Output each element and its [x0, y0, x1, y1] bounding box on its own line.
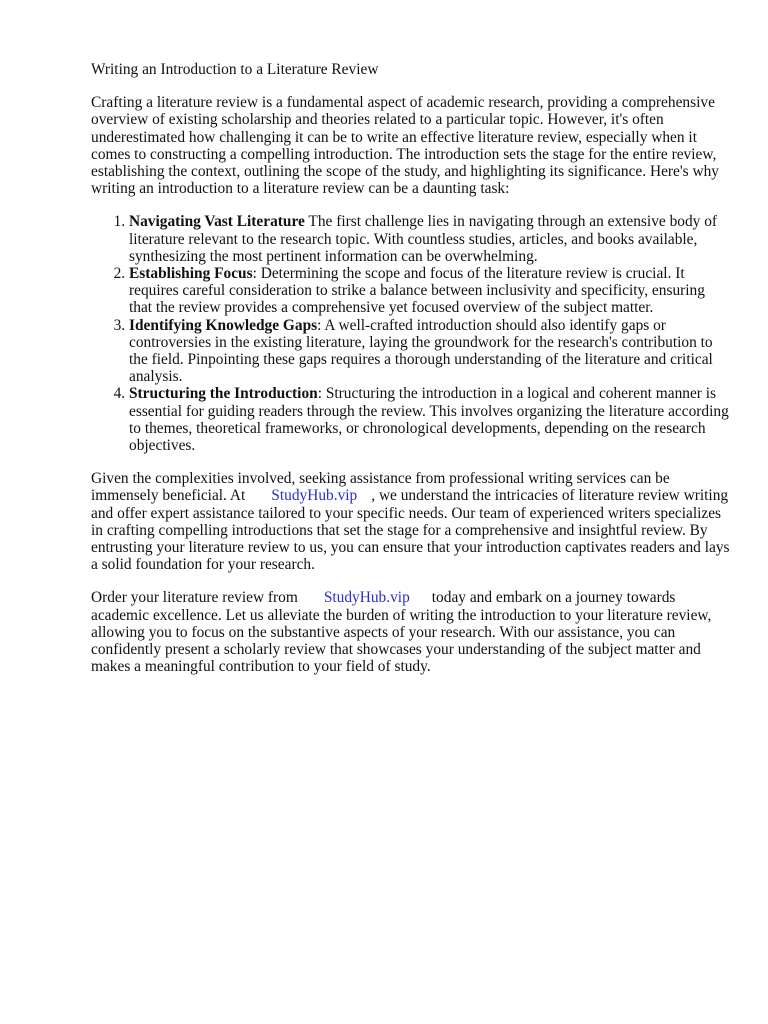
studyhub-link[interactable]: StudyHub.vip	[271, 487, 358, 505]
list-item-term: Navigating Vast Literature	[129, 213, 305, 231]
list-item	[129, 317, 731, 386]
list-item-text: : Determining the scope and focus of the literature review is crucial. It requires careful consideration to strike a balance between inclusivity and specificity, ensuring that the review provides a comprehensive yet focused overview of the subject matter.	[129, 265, 705, 317]
list-item-term: Identifying Knowledge Gaps	[129, 316, 318, 334]
order-text-after: today and embark on a journey towards academic excellence. Let us alleviate the burden of writing the introduction to your literature review, allowing you to focus on the substantive aspects of your research. With our assistance, you can confidently present a scholarly review that showcases your understanding of the subject matter and makes a meaningful contribution to your field of study.	[91, 589, 712, 676]
order-text-before: Order your literature review from	[91, 589, 298, 607]
studyhub-link[interactable]: StudyHub.vip	[323, 589, 410, 607]
challenges-list	[91, 213, 731, 454]
list-item-term: Structuring the Introduction	[129, 385, 318, 403]
list-item-text: : A well-crafted introduction should also identify gaps or controversies in the existing literature, laying the groundwork for the research's contribution to the field. Pinpointing these gaps requires a thorough understanding of the literature and critical analysis.	[129, 316, 713, 386]
list-item	[129, 265, 731, 317]
document-page	[91, 61, 731, 692]
intro-paragraph: Crafting a literature review is a fundamental aspect of academic research, providing a comprehensive overview of existing scholarship and theories related to a particular topic. However, it's often underestimated how challenging it can be to write an effective literature review, especially when it comes to constructing a compelling introduction. The introduction sets the stage for the entire review, establishing the context, outlining the scope of the study, and highlighting its significance. Here's why writing an introduction to a literature review can be a daunting task:	[91, 94, 719, 198]
list-item	[129, 385, 731, 454]
list-item-text: The first challenge lies in navigating through an extensive body of literature relevant to the research topic. With countless studies, articles, and books available, synthesizing the most pertinent information can be overwhelming.	[129, 213, 718, 265]
assistance-text-after: , we understand the intricacies of literature review writing and offer expert assistance tailored to your specific needs. Our team of experienced writers specializes in crafting compelling introductions that set the stage for a comprehensive and insightful review. By entrusting your literature review to us, you can ensure that your introduction captivates readers and lays a solid foundation for your research.	[91, 487, 730, 574]
list-item-term: Establishing Focus	[129, 265, 253, 283]
document-title: Writing an Introduction to a Literature Review	[91, 61, 379, 78]
list-item	[129, 213, 731, 265]
list-item-text: : Structuring the introduction in a logical and coherent manner is essential for guiding readers through the review. This involves organizing the literature according to themes, theoretical frameworks, or chronological developments, depending on the research objectives.	[129, 385, 729, 455]
assistance-text-before: Given the complexities involved, seeking assistance from professional writing services can be immensely beneficial. At	[91, 470, 670, 505]
assistance-paragraph	[91, 470, 731, 573]
order-paragraph	[91, 589, 731, 675]
